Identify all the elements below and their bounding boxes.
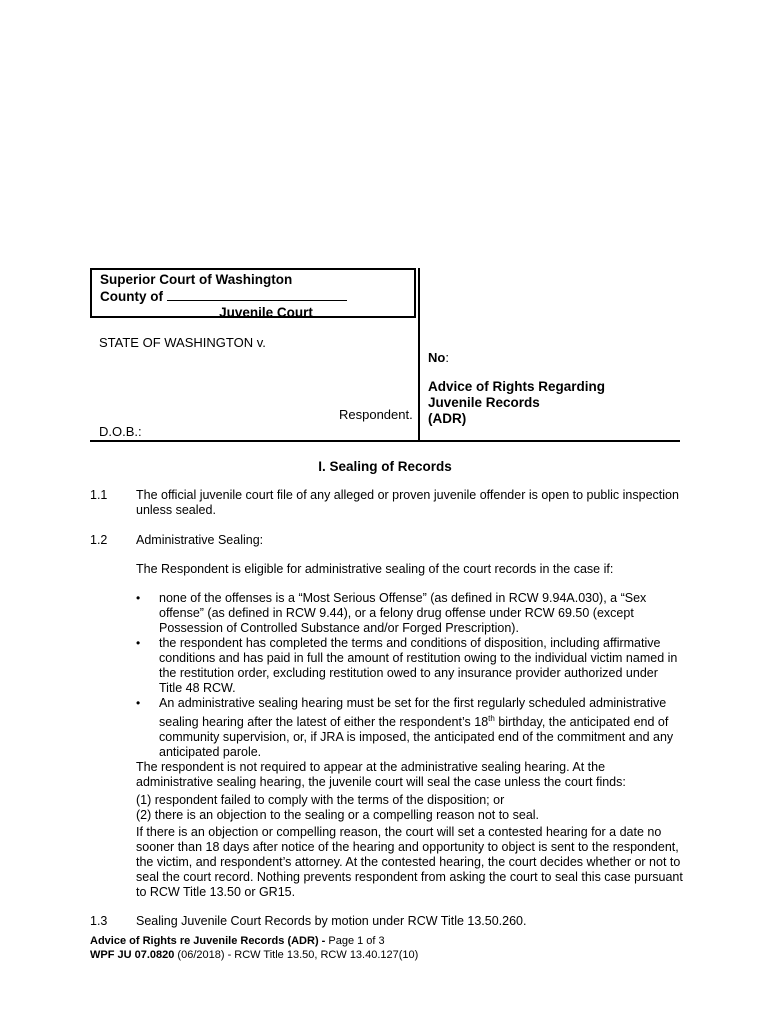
footer-form-title: Advice of Rights re Juvenile Records (ADR) - <box>90 935 329 947</box>
document-title-line2: Juvenile Records <box>428 395 540 410</box>
footer-form-citation: (06/2018) - RCW Title 13.50, RCW 13.40.127(10) <box>174 949 419 961</box>
case-number-colon: : <box>445 350 449 365</box>
section-1-2-contested-text: If there is an objection or compelling reason, the court will set a contested hearing for a date no sooner than 18 days after notice of the hearing and opportunity to object is sent to the respondent, the victim, and respondent’s attorney. At the contested hearing, the court decides whether or not to seal the court record. Nothing prevents respondent from asking the court to seal this case pursuant to RCW Title 13.50 or GR15. <box>136 825 683 899</box>
section-1-3-number: 1.3 <box>90 914 108 928</box>
footer-line-1 <box>90 934 418 948</box>
section-heading: I. Sealing of Records <box>318 459 452 474</box>
list-item-text: none of the offenses is a “Most Serious Offense” (as defined in RCW 9.94A.030), a “Sex offense” (as defined in RCW 9.44), or a felony drug offense under RCW 69.50 (except Possession of Controlled Substance and/or Forged Prescription). <box>159 591 647 635</box>
dob-label: D.O.B.: <box>99 424 142 439</box>
section-1-2-appearance-text: The respondent is not required to appear at the administrative sealing hearing. At the administrative sealing hearing, the juvenile court will seal the case unless the court finds: <box>136 760 626 789</box>
ordinal-superscript: th <box>488 714 495 723</box>
case-number-field <box>428 350 449 366</box>
section-1-2-title: Administrative Sealing: <box>136 533 264 547</box>
list-item <box>136 696 684 760</box>
bullet: • <box>136 591 141 605</box>
list-item-text-post: birthday, the anticipated end of community supervision, or, if JRA is imposed, the anticipated end of the commitment and any anticipated parole. <box>159 715 674 760</box>
list-item-text: the respondent has completed the terms and conditions of disposition, including affirmative conditions and has paid in full the amount of restitution owing to the individual victim named in the restitution order, excluding restitution owed to any insurance provider authorized under Title 48 RCW. <box>159 636 678 695</box>
list-item <box>136 591 684 636</box>
document-title-line3: (ADR) <box>428 411 467 426</box>
footer-page-number: Page 1 of 3 <box>328 935 385 947</box>
list-item <box>136 636 684 696</box>
section-1-2-condition-2: (2) there is an objection to the sealing or a compelling reason not to seal. <box>136 808 540 822</box>
section-1-2-condition-1: (1) respondent failed to comply with the terms of the disposition; or <box>136 793 505 807</box>
caption-divider-vertical <box>418 268 420 441</box>
page-footer <box>90 934 418 962</box>
section-1-1-text: The official juvenile court file of any alleged or proven juvenile offender is open to public inspection unless sealed. <box>136 488 679 517</box>
eligibility-list <box>136 591 684 760</box>
bullet: • <box>136 636 141 650</box>
section-1-2-number: 1.2 <box>90 533 108 547</box>
document-title-line1: Advice of Rights Regarding <box>428 379 606 394</box>
section-1-1-number: 1.1 <box>90 488 108 502</box>
county-label: County of <box>100 289 163 304</box>
county-line <box>100 288 406 305</box>
section-1-2-intro: The Respondent is eligible for administrative sealing of the court records in the case if: <box>136 562 614 576</box>
case-number-label: No <box>428 350 446 365</box>
bullet: • <box>136 696 141 710</box>
section-1-3-text: Sealing Juvenile Court Records by motion under RCW Title 13.50.260. <box>136 914 527 928</box>
list-item-text-pre: An administrative sealing hearing must be set for the first regularly scheduled administrative sealing hearing after the latest of either the respondent’s 18 <box>159 696 667 730</box>
footer-line-2 <box>90 948 418 962</box>
court-name: Superior Court of Washington <box>100 272 293 287</box>
party-name: STATE OF WASHINGTON v. <box>99 335 266 350</box>
caption-divider-horizontal <box>90 440 680 442</box>
list-item-text <box>159 696 684 760</box>
court-caption-box <box>90 268 416 318</box>
document-title <box>428 379 605 427</box>
juvenile-court-label: Juvenile Court <box>219 305 313 320</box>
footer-form-id: WPF JU 07.0820 <box>90 949 175 961</box>
county-blank <box>167 288 347 301</box>
respondent-label: Respondent. <box>339 407 413 422</box>
